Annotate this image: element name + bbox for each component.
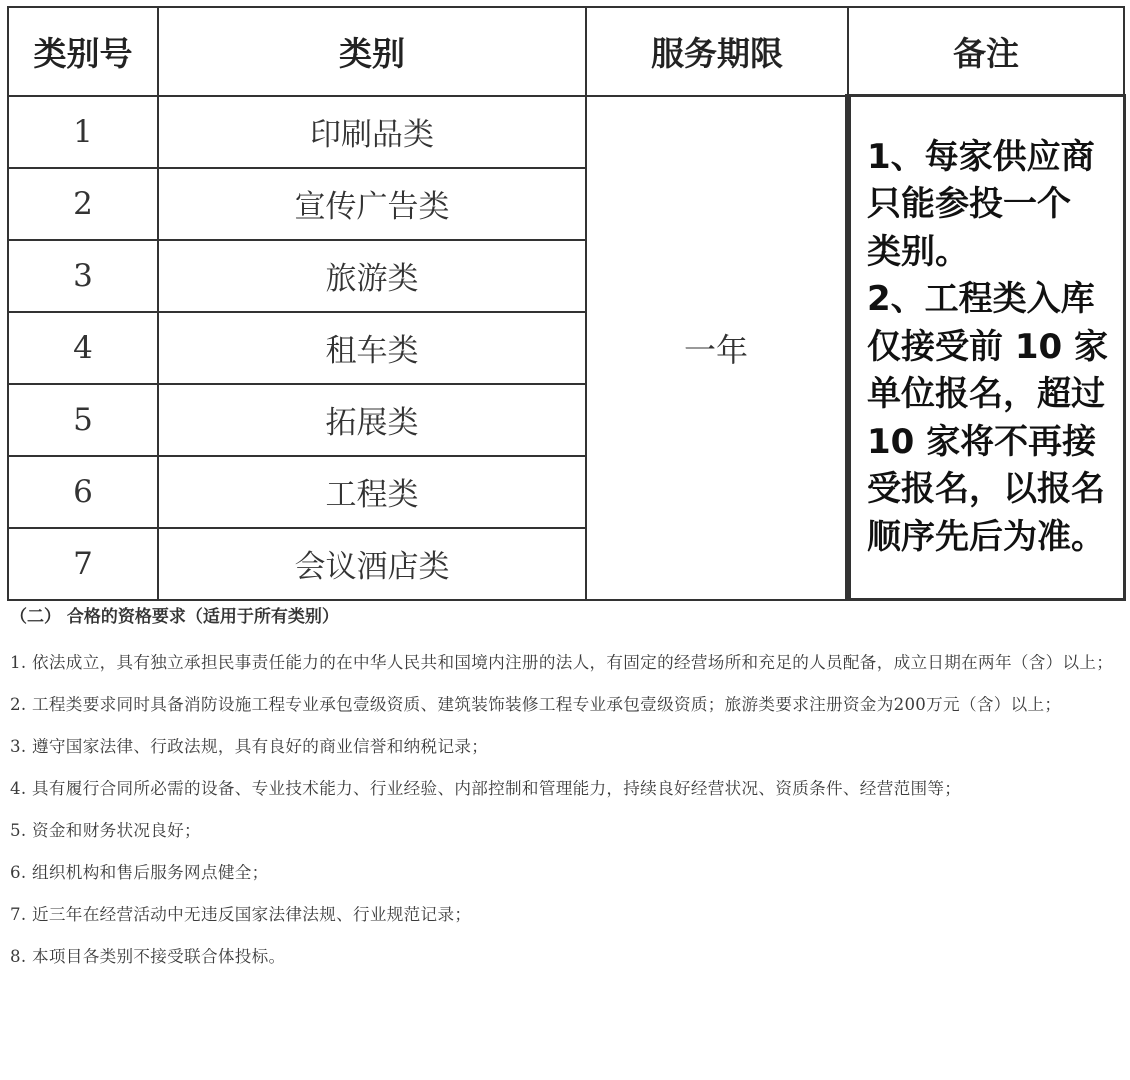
remark-line: 顺序先后为准。: [867, 516, 1105, 557]
requirement-item: 8. 本项目各类别不接受联合体投标。: [10, 947, 286, 966]
category-name-cell: 宣传广告类: [158, 168, 586, 240]
table-row: [8, 96, 1124, 168]
remarks-cell: [848, 96, 1124, 600]
category-table: [7, 6, 1126, 601]
remark-line: 受报名，以报名: [867, 469, 1105, 510]
category-name-cell: 会议酒店类: [158, 528, 586, 600]
requirements-list: [10, 648, 1122, 984]
category-name-cell: 旅游类: [158, 240, 586, 312]
requirement-item: 6. 组织机构和售后服务网点健全；: [10, 863, 269, 882]
category-name-cell: 工程类: [158, 456, 586, 528]
category-number-cell: 5: [8, 384, 158, 456]
requirement-item: 2. 工程类要求同时具备消防设施工程专业承包壹级资质、建筑装饰装修工程专业承包壹级资质；旅游类要求注册资金为200万元（含）以上；: [10, 695, 1062, 714]
header-category: 类别: [158, 7, 586, 96]
requirement-item: 3. 遵守国家法律、行政法规，具有良好的商业信誉和纳税记录；: [10, 737, 489, 756]
service-period-cell: 一年: [586, 96, 848, 600]
remark-line: 10 家将不再接: [867, 421, 1097, 462]
category-number-cell: 4: [8, 312, 158, 384]
section-subheading: （二） 合格的资格要求（适用于所有类别）: [10, 607, 339, 627]
requirement-item: 1. 依法成立，具有独立承担民事责任能力的在中华人民共和国境内注册的法人，有固定的经营场所和充足的人员配备，成立日期在两年（含）以上；: [10, 653, 1114, 672]
header-service-period: 服务期限: [586, 7, 848, 96]
category-number-cell: 6: [8, 456, 158, 528]
requirement-item: 7. 近三年在经营活动中无违反国家法律法规、行业规范记录；: [10, 905, 472, 924]
category-number-cell: 2: [8, 168, 158, 240]
category-number-cell: 3: [8, 240, 158, 312]
header-remarks: 备注: [848, 7, 1124, 96]
category-name-cell: 印刷品类: [158, 96, 586, 168]
remark-line: 仅接受前 10 家: [867, 326, 1108, 367]
category-name-cell: 租车类: [158, 312, 586, 384]
header-category-number: 类别号: [8, 7, 158, 96]
remark-line: 单位报名，超过: [867, 374, 1105, 415]
category-number-cell: 1: [8, 96, 158, 168]
requirement-item: 4. 具有履行合同所必需的设备、专业技术能力、行业经验、内部控制和管理能力，持续良好经营状况、资质条件、经营范围等；: [10, 779, 962, 798]
remark-line: 1、每家供应商: [867, 136, 1095, 177]
remark-line: 只能参投一个: [867, 184, 1071, 225]
remark-line: 类别。: [867, 231, 969, 272]
remark-line: 2、工程类入库: [867, 279, 1095, 320]
category-number-cell: 7: [8, 528, 158, 600]
table-header-row: [8, 7, 1124, 96]
category-name-cell: 拓展类: [158, 384, 586, 456]
requirement-item: 5. 资金和财务状况良好；: [10, 821, 201, 840]
